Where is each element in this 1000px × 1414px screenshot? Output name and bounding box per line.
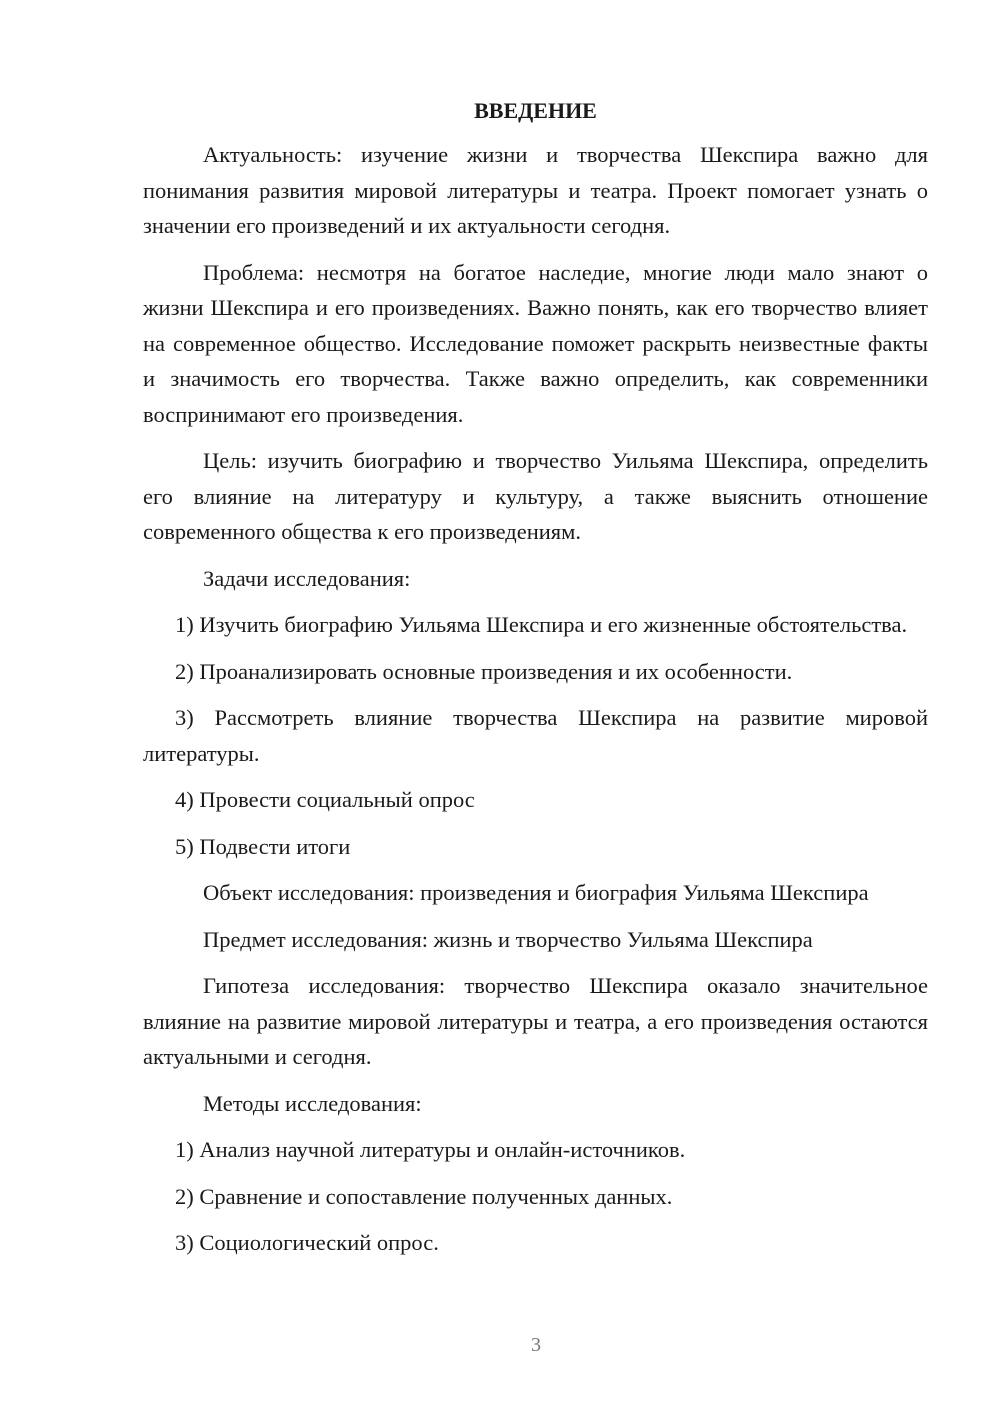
tasks-list [143, 607, 928, 864]
hypothesis-paragraph: Гипотеза исследования: творчество Шекспира оказало значительное влияние на развитие мировой литературы и театра, а его произведения остаются актуальными и сегодня. [143, 973, 928, 1069]
page-content [143, 96, 928, 1272]
page-number: 3 [531, 1334, 541, 1356]
task-item: 5) Подвести итоги [175, 833, 351, 859]
method-item: 2) Сравнение и сопоставление полученных данных. [175, 1183, 673, 1209]
section-title: ВВЕДЕНИЕ [474, 98, 597, 123]
subject-paragraph: Предмет исследования: жизнь и творчество Уильяма Шекспира [203, 926, 813, 952]
task-item: 4) Провести социальный опрос [175, 787, 475, 812]
task-item: 3) Рассмотреть влияние творчества Шекспира на развитие мировой литературы. [143, 705, 928, 766]
goal-paragraph: Цель: изучить биографию и творчество Уильяма Шекспира, определить его влияние на литературу и культуру, а также выяснить отношение современного общества к его произведениям. [143, 448, 928, 544]
problem-paragraph: Проблема: несмотря на богатое наследие, многие люди мало знают о жизни Шекспира и его произведениях. Важно понять, как его творчество влияет на современное общество. Исследование поможет раскрыть неизвестные факты и значимость его творчества. Также важно определить, как современники воспринимают его произведения. [143, 259, 928, 427]
methods-heading: Методы исследования: [203, 1090, 422, 1116]
method-item: 1) Анализ научной литературы и онлайн-источников. [175, 1137, 686, 1162]
task-item: 1) Изучить биографию Уильяма Шекспира и его жизненные обстоятельства. [175, 612, 908, 637]
object-paragraph: Объект исследования: произведения и биография Уильяма Шекспира [203, 880, 869, 905]
task-item: 2) Проанализировать основные произведения и их особенности. [175, 658, 793, 684]
relevance-paragraph: Актуальность: изучение жизни и творчества Шекспира важно для понимания развития мировой литературы и театра. Проект помогает узнать о значении его произведений и их актуальности сегодня. [143, 142, 928, 238]
methods-list [143, 1132, 928, 1261]
method-item: 3) Социологический опрос. [175, 1230, 439, 1255]
tasks-heading: Задачи исследования: [203, 565, 411, 591]
